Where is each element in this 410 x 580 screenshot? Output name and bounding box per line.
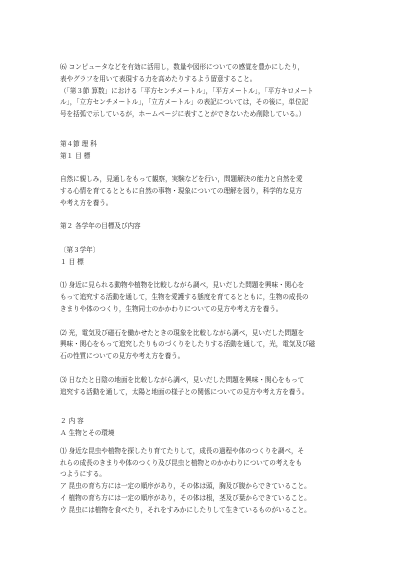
grade-goal-item: [60, 375, 360, 399]
grade-goals-heading: 第２ 各学年の目標及び内容: [60, 222, 141, 231]
goal-line: する心情を育てるとともに自然の事物・現象についての理解を図り，科学的な見方: [60, 186, 302, 195]
grade-goal-line: 追究する活動を通して，太陽と地面の様子との関係についての見方や考え方を養う。: [60, 387, 309, 396]
content-heading: ２ 内 容: [60, 417, 84, 426]
content-line: イ 植物の育ち方には一定の順序があり，その体は根，茎及び葉からできていること。: [60, 493, 311, 502]
content-sub-heading: Ａ 生物とその環境: [60, 428, 115, 437]
goal-line: 自然に親しみ，見通しをもって観察，実験などを行い，問題解決の能力と自然を愛: [60, 175, 303, 184]
goal-paragraph: [60, 174, 360, 209]
content-line: つようにする。: [60, 470, 106, 479]
intro-note-line: ル」，「立方センチメートル」，「立方メートル」の表記については，その後に，単位記: [60, 98, 309, 107]
grade-goal-line: ⑵ 光，電気及び磁石を働かせたときの現象を比較しながら調べ，見いだした問題を: [60, 328, 305, 337]
goal-line: や考え方を養う。: [60, 198, 113, 207]
grade-goal-line: 石の性質についての見方や考え方を養う。: [60, 352, 185, 361]
intro-note-line: 表やグラフを用いて表現する力を高めたりするよう留意すること。: [60, 74, 257, 83]
section-heading: 第４節 理 科: [60, 139, 97, 148]
grade-goal-line: 興味・関心をもって追究したりものづくりをしたりする活動を通して，光，電気及び磁: [60, 340, 316, 349]
content-line: れらの成長のきまりや体のつくり及び昆虫と植物とのかかわりについての考えをも: [60, 458, 302, 467]
grade-goal-line: もって追究する活動を通して，生物を愛護する態度を育てるとともに，生物の成長の: [60, 293, 309, 302]
goal-heading: 第１ 目 標: [60, 151, 91, 160]
content-line: ⑴ 身近な昆虫や植物を探したり育てたりして，成長の過程や体のつくりを調べ，そ: [60, 446, 305, 455]
grade-goal-item: [60, 280, 360, 315]
intro-note-line: 号を括弧で示しているが，ホームページに表すことができないため削除している。）: [60, 110, 306, 119]
grade-label: 〔第３学年〕: [60, 245, 100, 254]
intro-note-line: （「第３節 算数」における「平方センチメートル」，「平方メートル」，「平方キロメート: [60, 86, 314, 95]
document-page: [60, 62, 360, 516]
content-line: ウ 昆虫には植物を食べたり，それをすみかにしたりして生きているものがいること。: [60, 505, 311, 514]
grade-goal-item: [60, 328, 360, 363]
grade-goal-line: ⑴ 身近に見られる動物や植物を比較しながら調べ，見いだした問題を興味・関心を: [60, 281, 305, 290]
intro-note: [60, 62, 360, 121]
grade-goal-line: ⑶ 日なたと日陰の地面を比較しながら調べ，見いだした問題を興味・関心をもって: [60, 375, 305, 384]
intro-note-line: ⑹ コンピュータなどを有効に活用し，数量や図形についての感覚を豊かにしたり，: [60, 63, 305, 71]
grade-goal-heading: １ 目 標: [60, 257, 84, 266]
grade-goal-line: きまりや体のつくり，生物同士のかかわりについての見方や考え方を養う。: [60, 304, 283, 313]
content-paragraph: [60, 446, 360, 517]
content-line: ア 昆虫の育ち方には一定の順序があり，その体は頭，胸及び腹からできていること。: [60, 482, 311, 491]
